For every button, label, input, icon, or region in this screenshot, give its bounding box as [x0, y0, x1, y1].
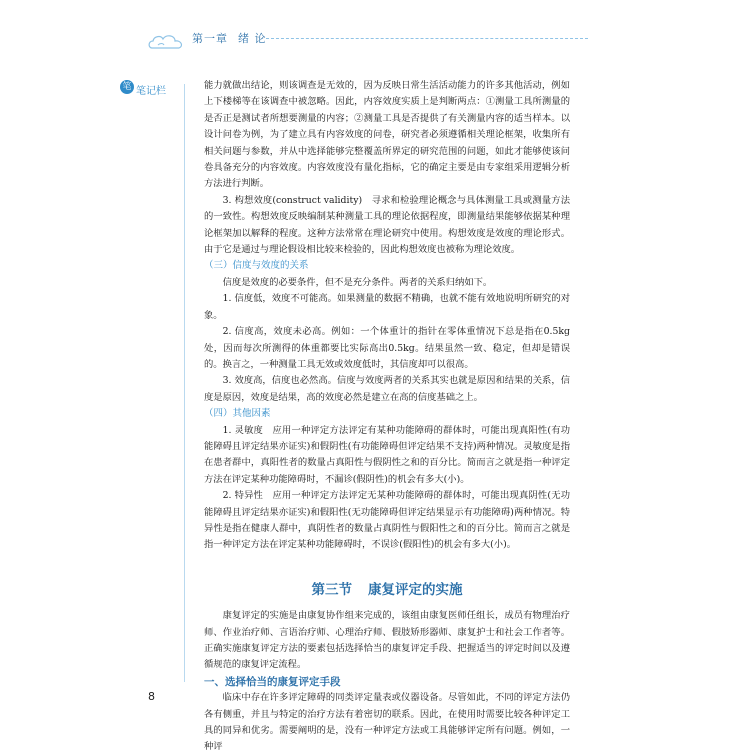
notes-label: 笔记栏 [136, 86, 166, 97]
section-title [204, 582, 570, 598]
page-body [204, 78, 570, 756]
notes-margin-line [184, 84, 185, 682]
heading-level-2: 一、选择恰当的康复评定手段 [204, 675, 341, 688]
subheading: （三）信度与效度的关系 [204, 260, 309, 272]
page-number: 8 [148, 690, 155, 703]
paragraph: 康复评定的实施是由康复协作组来完成的，该组由康复医师任组长，成员有物理治疗师、作业治疗师、言语治疗师、心理治疗师、假肢矫形器师、康复护士和社会工作者等。正确实施康复评定方法的要素包括选择恰当的康复评定手段、把握适当的评定时间以及遵循规范的康复评定流程。 [204, 610, 570, 671]
paragraph: 1. 灵敏度 应用一种评定方法评定有某种功能障碍的群体时，可能出现真阳性(有功能障碍且评定结果亦证实)和假阴性(有功能障碍但评定结果不支持)两种情况。灵敏度是指在患者群中，真阳性者的数量占真阳性与假阴性之和的百分比。简而言之就是指一种评定方法在评定某种功能障碍时，不漏诊(假阴性)的机会有多大(小)。 [204, 424, 570, 485]
chapter-title: 绪 论 [238, 32, 267, 45]
paragraph: 信度是效度的必要条件，但不是充分条件。两者的关系归纳如下。 [222, 276, 493, 288]
cloud-ornament-icon [148, 32, 188, 54]
paragraph: 3. 构想效度(construct validity) 寻求和检验理论概念与具体测量工具或测量方法的一致性。构想效度反映编制某种测量工具的理论依据程度，即测量结果能够依据某种理论框架加以解释的程度。这种方法常常在理论研究中使用。构想效度是效度的理论形式。由于它是通过与理论假设相比较来检验的，因此构想效度也被称为理论效度。 [204, 194, 570, 256]
chapter-heading [192, 30, 267, 46]
running-header [148, 26, 588, 58]
paragraph: 能力就做出结论，则该调查是无效的，因为反映日常生活活动能力的许多其他活动，例如上下楼梯等在该调查中被忽略。因此，内容效度实质上是判断两点：①测量工具所测量的是否正是测试者所想要测量的内容；②测量工具是否提供了有关测量内容的适当样本。以设计问卷为例，为了建立具有内容效度的问卷，研究者必须遵循相关理论框架，收集所有相关问题与参数，并从中选择能够完整覆盖所界定的研究范围的问题，如此才能够使该问卷具备充分的内容效度。内容效度没有量化指标，它的确定主要是由专家组采用逻辑分析方法进行判断。 [204, 80, 570, 190]
subheading: （四）其他因素 [204, 408, 271, 420]
notes-icon: 笔 [120, 80, 134, 94]
paragraph: 1. 信度低，效度不可能高。如果测量的数据不精确，也就不能有效地说明所研究的对象。 [204, 293, 570, 321]
paragraph: 2. 特异性 应用一种评定方法评定无某种功能障碍的群体时，可能出现真阴性(无功能障碍且评定结果亦证实)和假阳性(无功能障碍但评定结果显示有功能障碍)两种情况。特异性是指在健康人群中，真阴性者的数量占真阴性与假阳性之和的百分比。简而言之就是指一种评定方法在评定某种功能障碍时，不误诊(假阳性)的机会有多大(小)。 [204, 490, 570, 551]
paragraph: 临床中存在许多评定障碍的同类评定量表或仪器设备。尽管如此，不同的评定方法仍各有侧重，并且与特定的治疗方法有着密切的联系。因此，在使用时需要比较各种评定工具的同异和优劣。需要阐明的是，没有一种评定方法或工具能够评定所有问题。例如，一种评 [204, 692, 570, 753]
section-number: 第三节 [311, 581, 352, 598]
chapter-number: 第一章 [192, 32, 228, 45]
paragraph: 3. 效度高，信度也必然高。信度与效度两者的关系其实也就是原因和结果的关系，信度是原因，效度是结果，高的效度必然是建立在高的信度基础之上。 [204, 375, 570, 403]
notes-column-tab [120, 80, 180, 96]
paragraph: 2. 信度高，效度未必高。例如：一个体重计的指针在零体重情况下总是指在0.5kg处，因而每次所测得的体重都要比实际高出0.5kg。结果虽然一致、稳定，但却是错误的。换言之，一种测量工具无效或效度低时，其信度却可以很高。 [204, 326, 570, 370]
header-divider [266, 38, 588, 39]
section-name: 康复评定的实施 [368, 581, 463, 598]
